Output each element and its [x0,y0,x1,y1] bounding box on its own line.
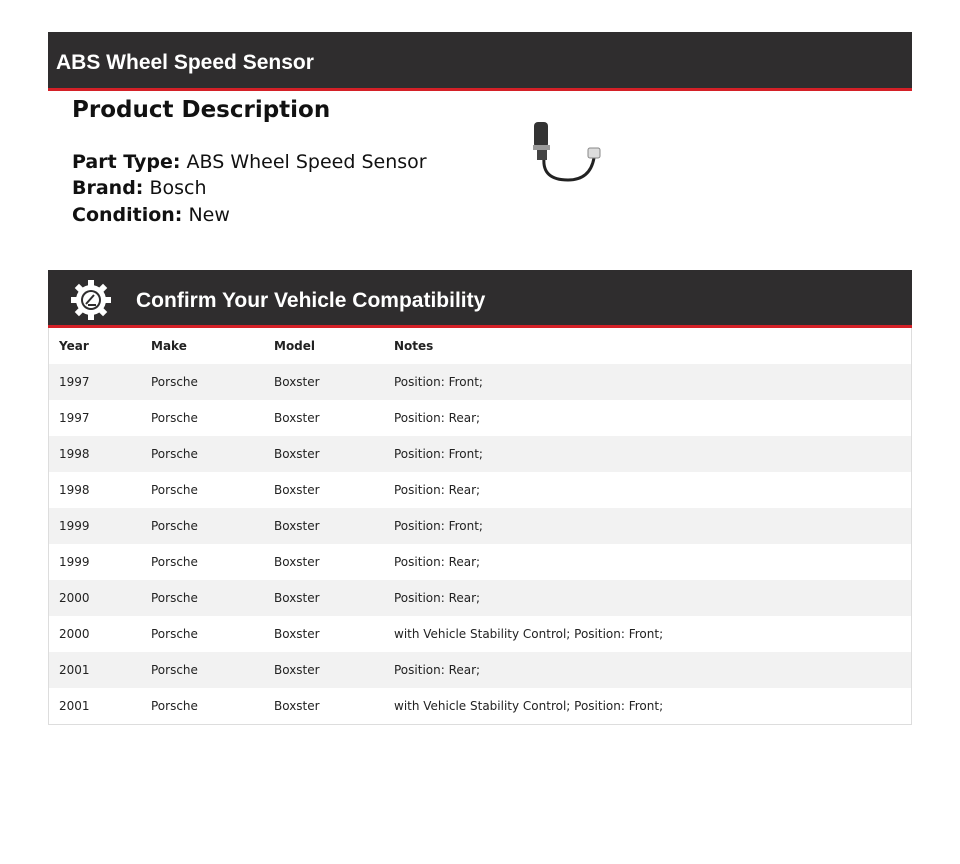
compat-title: Confirm Your Vehicle Compatibility [136,289,486,312]
cell-model: Boxster [274,483,320,497]
table-row [49,652,912,688]
cell-notes: Position: Rear; [394,663,481,677]
spec-label: Part Type: [72,151,181,173]
title-bar [48,32,912,91]
cell-notes: Position: Rear; [394,483,481,497]
cell-year: 2001 [59,663,90,677]
page-title: ABS Wheel Speed Sensor [56,51,314,74]
cell-make: Porsche [151,483,198,497]
cell-notes: Position: Front; [394,519,483,533]
col-make: Make [151,339,187,353]
cell-year: 1997 [59,375,90,389]
cell-notes: Position: Rear; [394,591,481,605]
cell-make: Porsche [151,375,198,389]
cell-notes: with Vehicle Stability Control; Position: Front; [394,699,664,713]
cell-model: Boxster [274,519,320,533]
cell-make: Porsche [151,555,198,569]
spec-brand [72,177,207,199]
cell-model: Boxster [274,447,320,461]
spec-value: ABS Wheel Speed Sensor [186,151,427,173]
cell-notes: with Vehicle Stability Control; Position: Front; [394,627,664,641]
col-model: Model [274,339,316,353]
cell-make: Porsche [151,699,198,713]
compat-table [48,328,912,725]
cell-model: Boxster [274,591,320,605]
spec-label: Brand: [72,177,144,199]
cell-model: Boxster [274,375,320,389]
gear-icon [70,279,112,321]
cell-notes: Position: Rear; [394,411,481,425]
table-row [49,688,912,725]
table-row [49,580,912,616]
cell-year: 1997 [59,411,90,425]
table-row [49,472,912,508]
spec-value: New [188,204,230,226]
cell-notes: Position: Rear; [394,555,481,569]
cell-model: Boxster [274,663,320,677]
cell-model: Boxster [274,627,320,641]
table-row [49,616,912,652]
cell-year: 1998 [59,447,90,461]
cell-year: 1998 [59,483,90,497]
table-row [49,400,912,436]
table-header [49,328,912,364]
spec-value: Bosch [149,177,207,199]
col-notes: Notes [394,339,434,353]
cell-make: Porsche [151,447,198,461]
cell-year: 2001 [59,699,90,713]
cell-model: Boxster [274,699,320,713]
table-row [49,544,912,580]
product-image [528,118,608,188]
spec-condition [72,204,230,226]
cell-model: Boxster [274,555,320,569]
cell-year: 1999 [59,519,90,533]
cell-year: 1999 [59,555,90,569]
cell-make: Porsche [151,411,198,425]
table-row [49,436,912,472]
cell-model: Boxster [274,411,320,425]
table-row [49,364,912,400]
cell-year: 2000 [59,627,90,641]
description-heading: Product Description [72,97,331,123]
table-row [49,508,912,544]
compat-bar [48,270,912,328]
cell-notes: Position: Front; [394,447,483,461]
cell-notes: Position: Front; [394,375,483,389]
cell-year: 2000 [59,591,90,605]
spec-part-type [72,151,427,173]
spec-label: Condition: [72,204,183,226]
cell-make: Porsche [151,663,198,677]
cell-make: Porsche [151,519,198,533]
cell-make: Porsche [151,591,198,605]
cell-make: Porsche [151,627,198,641]
col-year: Year [59,339,89,353]
